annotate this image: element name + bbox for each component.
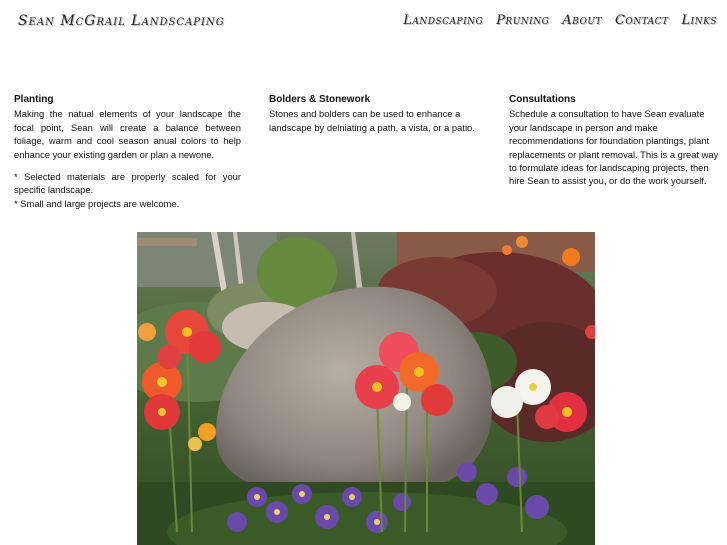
- garden-photo: [137, 232, 595, 545]
- garden-photo-illustration: [137, 232, 595, 545]
- consultations-section: [509, 93, 721, 188]
- nav-landscaping[interactable]: Landscaping: [403, 13, 484, 28]
- stonework-body: Stones and bolders can be used to enhance a landscape by delniating a path, a vista, or a patio.: [269, 108, 475, 133]
- stonework-section: [269, 93, 479, 134]
- nav-pruning[interactable]: Pruning: [496, 13, 550, 28]
- planting-bullet-2: * Small and large projects are welcome.: [14, 197, 180, 209]
- nav-about[interactable]: About: [562, 13, 602, 28]
- nav-contact[interactable]: Contact: [614, 13, 669, 28]
- consultations-body: Schedule a consultation to have Sean evaluate your landscape in person and make recommendations for foundation plantings, plant replacements or plant removal. This is a great way to formulate ideas for landscaping projects, then hire Sean to assist you, or do the work yourself.: [509, 108, 719, 187]
- planting-section: [14, 93, 241, 210]
- planting-body: Making the natual elements of your landscape the focal point, Sean will create a balance between foliage, warm and cool season anual colors to help enhance your existing garden or plan a newone.: [14, 108, 241, 160]
- nav-links[interactable]: Links: [681, 13, 717, 28]
- main-nav: [403, 13, 717, 28]
- consultations-heading: Consultations: [509, 94, 576, 105]
- planting-heading: Planting: [14, 94, 54, 105]
- planting-bullet-1: * Selected materials are properly scaled for your specific landscape.: [14, 171, 241, 196]
- site-title: Sean McGrail Landscaping: [18, 13, 225, 29]
- stonework-heading: Bolders & Stonework: [269, 94, 371, 105]
